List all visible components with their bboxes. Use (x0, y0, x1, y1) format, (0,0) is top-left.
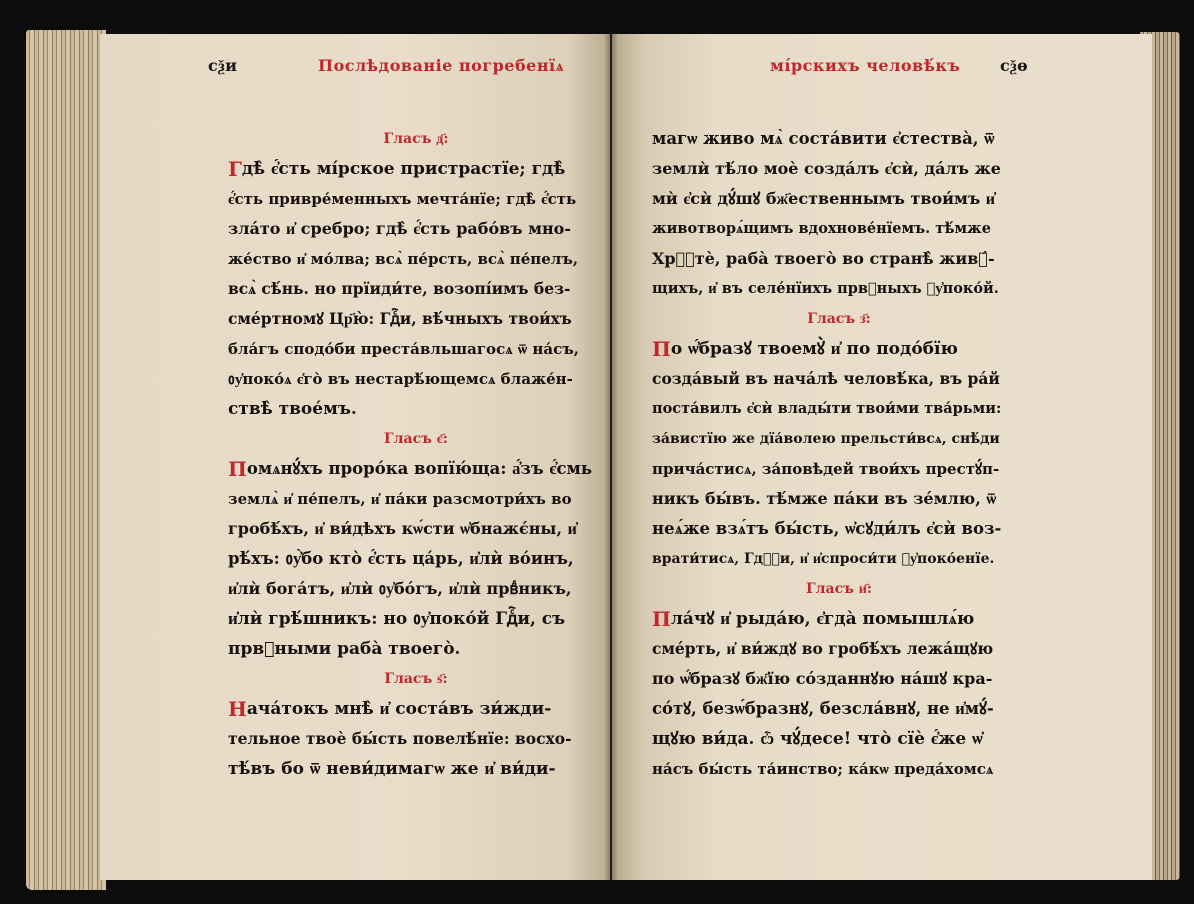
drop-initial: П (652, 607, 671, 631)
text-line (652, 754, 1026, 784)
line-text: и҆лѝ бога́тъ, и҆лѝ ᲂу҆бо́гъ, и҆лѝ првⷣникъ, (228, 579, 572, 598)
line-text: првⷣными раба̀ твоего̀. (228, 639, 461, 659)
line-text: зла́то и҆ сребро; гдѣ̀ є҆́сть рабо́въ мно- (228, 219, 571, 238)
text-line (228, 634, 604, 664)
text-line (652, 664, 1026, 694)
line-text: неѧ́же взѧ́тъ бы́сть, ѡ҆сꙋди́лъ є҆сѝ воз- (652, 519, 1002, 538)
line-text: мѝ є҆сѝ дꙋ́шꙋ бж҃ественнымъ твои́мъ и҆ (652, 189, 996, 208)
text-line (652, 634, 1026, 664)
line-text: ствѣ̀ твое́мъ. (228, 399, 357, 419)
line-text: щихъ, и҆ въ селе́нїихъ првⷣныхъ ᲂу҆поко́й. (652, 280, 999, 297)
text-line (652, 274, 1026, 304)
drop-initial: П (228, 457, 247, 481)
text-line (228, 604, 604, 634)
text-line (652, 214, 1026, 244)
line-text: ᲂу҆поко́ѧ є҆го̀ въ нестарѣ́ющемсѧ блаже́н- (228, 370, 573, 388)
section-heading: Гласъ д҃: (383, 131, 449, 147)
text-line (652, 334, 1026, 364)
section-heading: Гласъ є҃: (384, 431, 448, 447)
line-text: врати́тисѧ, Гдⷭ҇и, и҆ и҆спроси́ти ᲂу҆поко́енїе. (652, 551, 995, 567)
text-line (652, 484, 1026, 514)
line-text: о ѡ҆́бразꙋ твоемꙋ̀ и҆ по подо́бїю (670, 339, 958, 359)
text-line (652, 184, 1026, 214)
line-text: щꙋю ви́да. ѽ чꙋ́десе! что̀ сїѐ є҆́же ѡ҆ (652, 729, 983, 749)
line-text: созда́вый въ нача́лѣ человѣ́ка, въ ра́й (652, 369, 1000, 388)
drop-initial: Г (228, 157, 242, 181)
line-text: ача́токъ мнѣ̀ и҆ соста́въ зи́жди- (246, 699, 552, 719)
right-running-title: мі́рскихъ человѣ́къ (770, 56, 961, 75)
line-text: и҆лѝ грѣ́шникъ: но ᲂу҆поко́й Гдⷭ҇и, съ (228, 609, 566, 629)
line-text: бла́гъ сподо́би преста́вльшагосѧ ѿ на́съ, (228, 340, 579, 358)
left-folio: сѯи (208, 56, 238, 75)
text-line (652, 364, 1026, 394)
text-line (652, 124, 1026, 154)
line-text: омѧнꙋ́хъ проро́ка вопїю́ща: а҆́зъ є҆́смь (246, 459, 593, 478)
book-gutter (604, 34, 618, 880)
text-line (228, 694, 604, 724)
line-text: прича́стисѧ, за́повѣдей твои́хъ престꙋ́п- (652, 460, 1000, 478)
line-text: со́тꙋ, безѡ́бразнꙋ, безсла́внꙋ, не и҆мꙋ́- (652, 699, 994, 718)
text-line (228, 574, 604, 604)
text-line (228, 334, 604, 364)
line-text: дѣ̀ є҆́сть мі́рское пристрастїе; гдѣ̀ (241, 159, 566, 179)
line-text: тѣ́въ бо ѿ неви́димагѡ же и҆ ви́ди- (228, 759, 556, 779)
drop-initial: П (652, 337, 671, 361)
text-line (228, 544, 604, 574)
line-text: Хрⷭ҇тѐ, раба̀ твоего̀ во странѣ̀ живꙋ́- (652, 249, 995, 268)
line-text: землѧ̀ и҆ пе́пелъ, и҆ па́ки разсмотри́хъ во (228, 490, 572, 508)
text-line (652, 694, 1026, 724)
line-text: є҆́сть привре́менныхъ мечта́нїе; гдѣ̀ є҆́сть (228, 190, 577, 208)
line-text: всѧ̀ сѣ́нь. но прїиди́те, возопі́имъ без- (228, 279, 571, 298)
text-line (228, 454, 604, 484)
text-line (652, 724, 1026, 754)
text-line (228, 364, 604, 394)
text-line (652, 424, 1026, 454)
drop-initial: Н (228, 697, 247, 721)
text-line (228, 244, 604, 274)
line-text: гробѣ́хъ, и҆ ви́дѣхъ кѡ́сти ѡ҆бнажє́ны, и҆ (228, 519, 577, 538)
line-text: рѣ́хъ: ᲂу҆̀бо кто̀ є҆́сть ца́рь, и҆лѝ во́инъ, (228, 549, 574, 568)
section-heading: Гласъ и҃: (806, 581, 872, 597)
text-line (652, 154, 1026, 184)
text-line (228, 214, 604, 244)
line-text: на́съ бы́сть та́инство; ка́кѡ преда́хомсѧ (652, 760, 994, 778)
right-page-text (652, 124, 1026, 784)
left-page-edges (26, 30, 106, 890)
text-line (228, 184, 604, 214)
line-text: землѝ тѣ́ло моѐ созда́лъ є҆сѝ, да́лъ же (652, 159, 1001, 178)
text-line (228, 154, 604, 184)
line-text: сме́рть, и҆ ви́ждꙋ во гробѣ́хъ лежа́щꙋю (652, 639, 994, 658)
line-text: тельное твоѐ бы́сть повелѣ́нїе: восхо- (228, 729, 572, 748)
section-heading: Гласъ ѕ҃: (384, 671, 448, 687)
text-line (228, 724, 604, 754)
right-folio: сѯѳ (1000, 56, 1029, 75)
text-line (652, 514, 1026, 544)
text-line (652, 544, 1026, 574)
text-line (228, 514, 604, 544)
line-text: же́ство и҆ мо́лва; всѧ̀ пе́рсть, всѧ̀ пе́пелъ, (228, 250, 579, 268)
text-line (652, 454, 1026, 484)
line-text: за́вистїю же дїа́волею прельсти́всѧ, снѣ́ди (652, 431, 1000, 447)
line-text: животворѧ́щимъ вдохнове́нїемъ. тѣ́мже (652, 220, 991, 237)
text-line (228, 274, 604, 304)
line-text: по ѡ҆́бразꙋ бж҃їю со́зданнꙋю на́шꙋ кра- (652, 669, 993, 688)
text-line (228, 754, 604, 784)
text-line (228, 484, 604, 514)
left-running-title: Послѣдованіе погребенїѧ (318, 56, 565, 75)
section-heading: Гласъ з҃: (807, 311, 871, 327)
line-text: ла́чꙋ и҆ рыда́ю, є҆гда̀ помышлѧ́ю (670, 609, 975, 629)
text-line (652, 244, 1026, 274)
text-line (652, 394, 1026, 424)
line-text: магѡ живо мѧ̀ соста́вити є҆стества̀, ѿ (652, 129, 995, 148)
text-line (228, 394, 604, 424)
line-text: поста́вилъ є҆сѝ влады́ти твои́ми тва́рьми: (652, 400, 1002, 417)
line-text: сме́ртномꙋ Цр҃ю̀: Гдⷭ҇и, вѣ́чныхъ твои́хъ (228, 309, 572, 328)
text-line (228, 304, 604, 334)
text-line (652, 604, 1026, 634)
line-text: никъ бы́въ. тѣ́мже па́ки въ зе́млю, ѿ (652, 489, 997, 508)
left-page-text (228, 124, 604, 784)
